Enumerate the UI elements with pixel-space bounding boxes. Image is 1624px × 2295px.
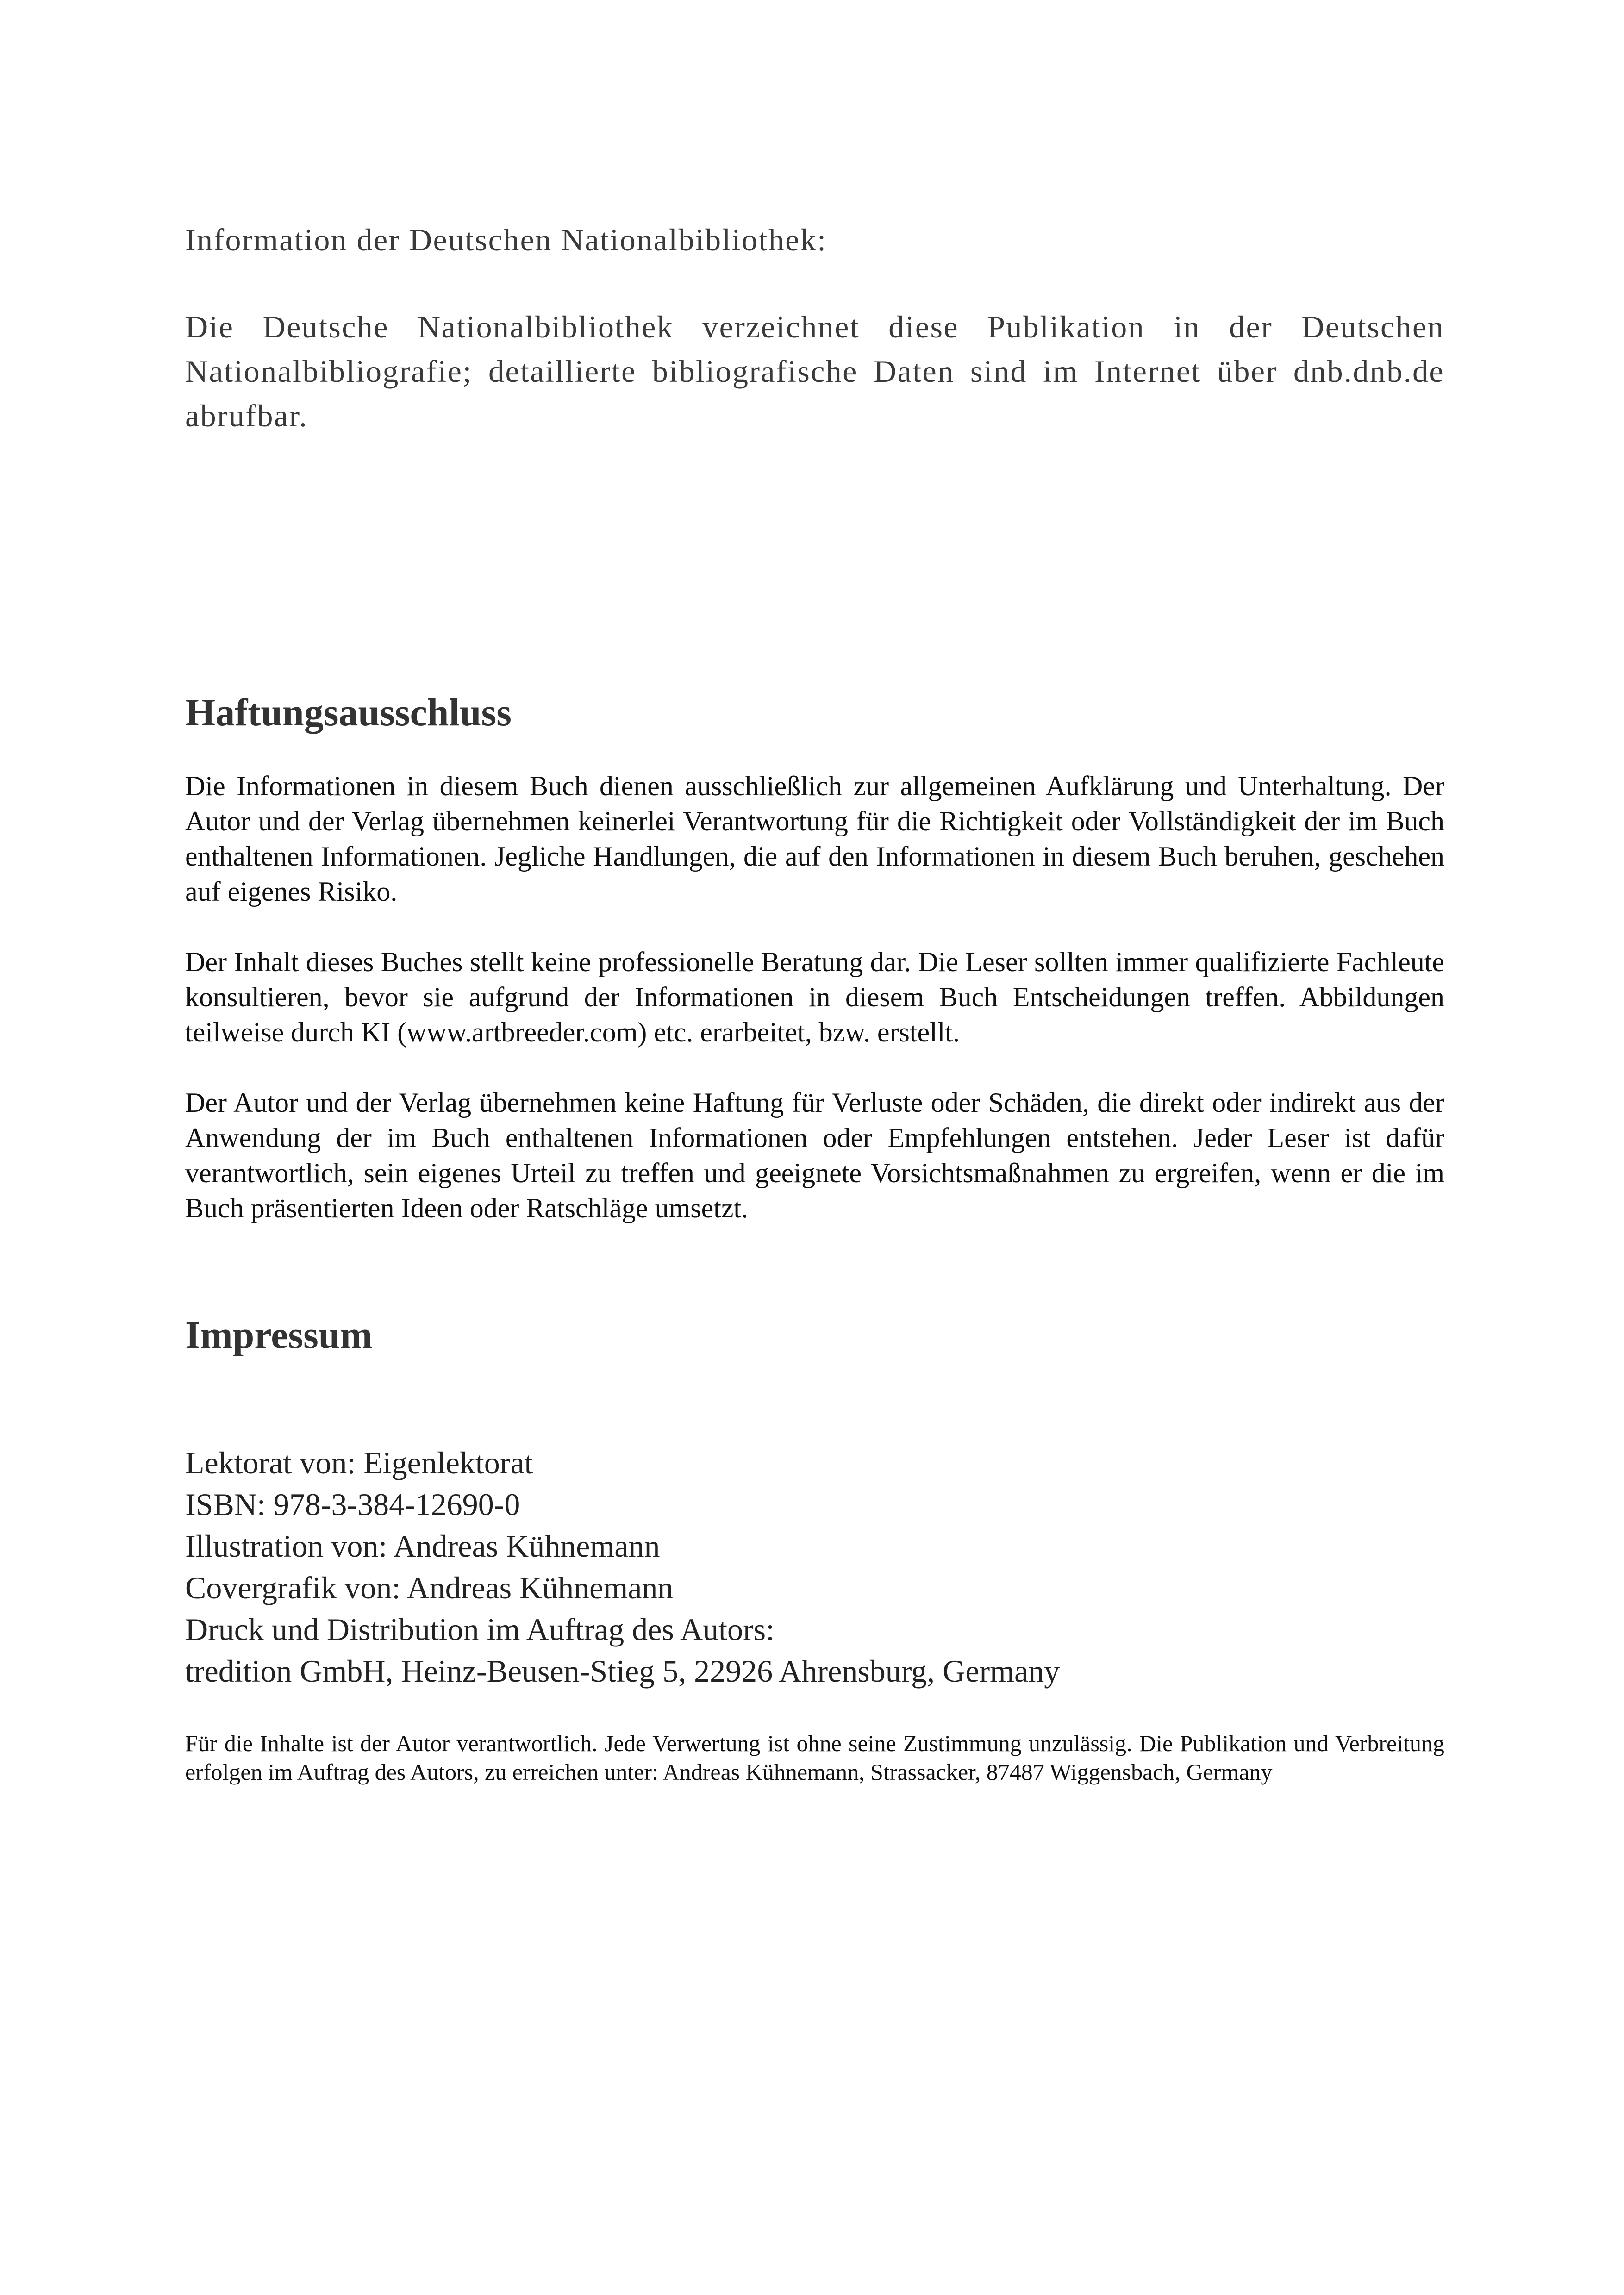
- disclaimer-paragraph: Die Informationen in diesem Buch dienen ausschließlich zur allgemeinen Aufklärung und Unterhaltung. Der Autor und der Verlag übernehmen keinerlei Verantwortung für die Richtigkeit oder Vollständigkeit der im Buch enthaltenen Informationen. Jegliche Handlungen, die auf den Informationen in diesem Buch beruhen, geschehen auf eigenes Risiko.: [185, 771, 1444, 907]
- disclaimer-heading: Haftungsausschluss: [185, 691, 512, 734]
- dnb-information: [185, 218, 1444, 438]
- impressum-line-lektorat: Lektorat von: Eigenlektorat: [185, 1445, 533, 1480]
- dnb-heading: Information der Deutschen Nationalbibliothek:: [185, 222, 827, 257]
- impressum-details: [185, 1442, 1444, 1692]
- dnb-text: Die Deutsche Nationalbibliothek verzeichnet diese Publikation in der Deutschen Nationalbibliografie; detaillierte bibliografische Daten sind im Internet über dnb.dnb.de abrufbar.: [185, 309, 1444, 433]
- impressum-line-illustration: Illustration von: Andreas Kühnemann: [185, 1528, 660, 1564]
- disclaimer-paragraph: Der Inhalt dieses Buches stellt keine professionelle Beratung dar. Die Leser sollten immer qualifizierte Fachleute konsultieren, bevor sie aufgrund der Informationen in diesem Buch Entscheidungen treffen. Abbildungen teilweise durch KI (www.artbreeder.com) etc. erarbeitet, bzw. erstellt.: [185, 947, 1444, 1048]
- impressum-heading: Impressum: [185, 1314, 373, 1357]
- impressum-line-publisher-address: tredition GmbH, Heinz-Beusen-Stieg 5, 22926 Ahrensburg, Germany: [185, 1653, 1060, 1689]
- disclaimer-paragraph: Der Autor und der Verlag übernehmen keine Haftung für Verluste oder Schäden, die direkt oder indirekt aus der Anwendung der im Buch enthaltenen Informationen oder Empfehlungen entstehen. Jeder Leser ist dafür verantwortlich, sein eigenes Urteil zu treffen und geeignete Vorsichtsmaßnahmen zu ergreifen, wenn er die im Buch präsentierten Ideen oder Ratschläge umsetzt.: [185, 1087, 1444, 1223]
- impressum-line-isbn: ISBN: 978-3-384-12690-0: [185, 1487, 520, 1522]
- disclaimer-body: [185, 768, 1444, 1261]
- legal-notice-text: Für die Inhalte ist der Autor verantwortlich. Jede Verwertung ist ohne seine Zustimmung unzulässig. Die Publikation und Verbreitung erfolgen im Auftrag des Autors, zu erreichen unter: Andreas Kühnemann, Strassacker, 87487 Wiggensbach, Germany: [185, 1730, 1444, 1785]
- legal-notice: [185, 1729, 1444, 1786]
- impressum-line-covergrafik: Covergrafik von: Andreas Kühnemann: [185, 1570, 674, 1605]
- impressum-line-distribution: Druck und Distribution im Auftrag des Autors:: [185, 1612, 775, 1647]
